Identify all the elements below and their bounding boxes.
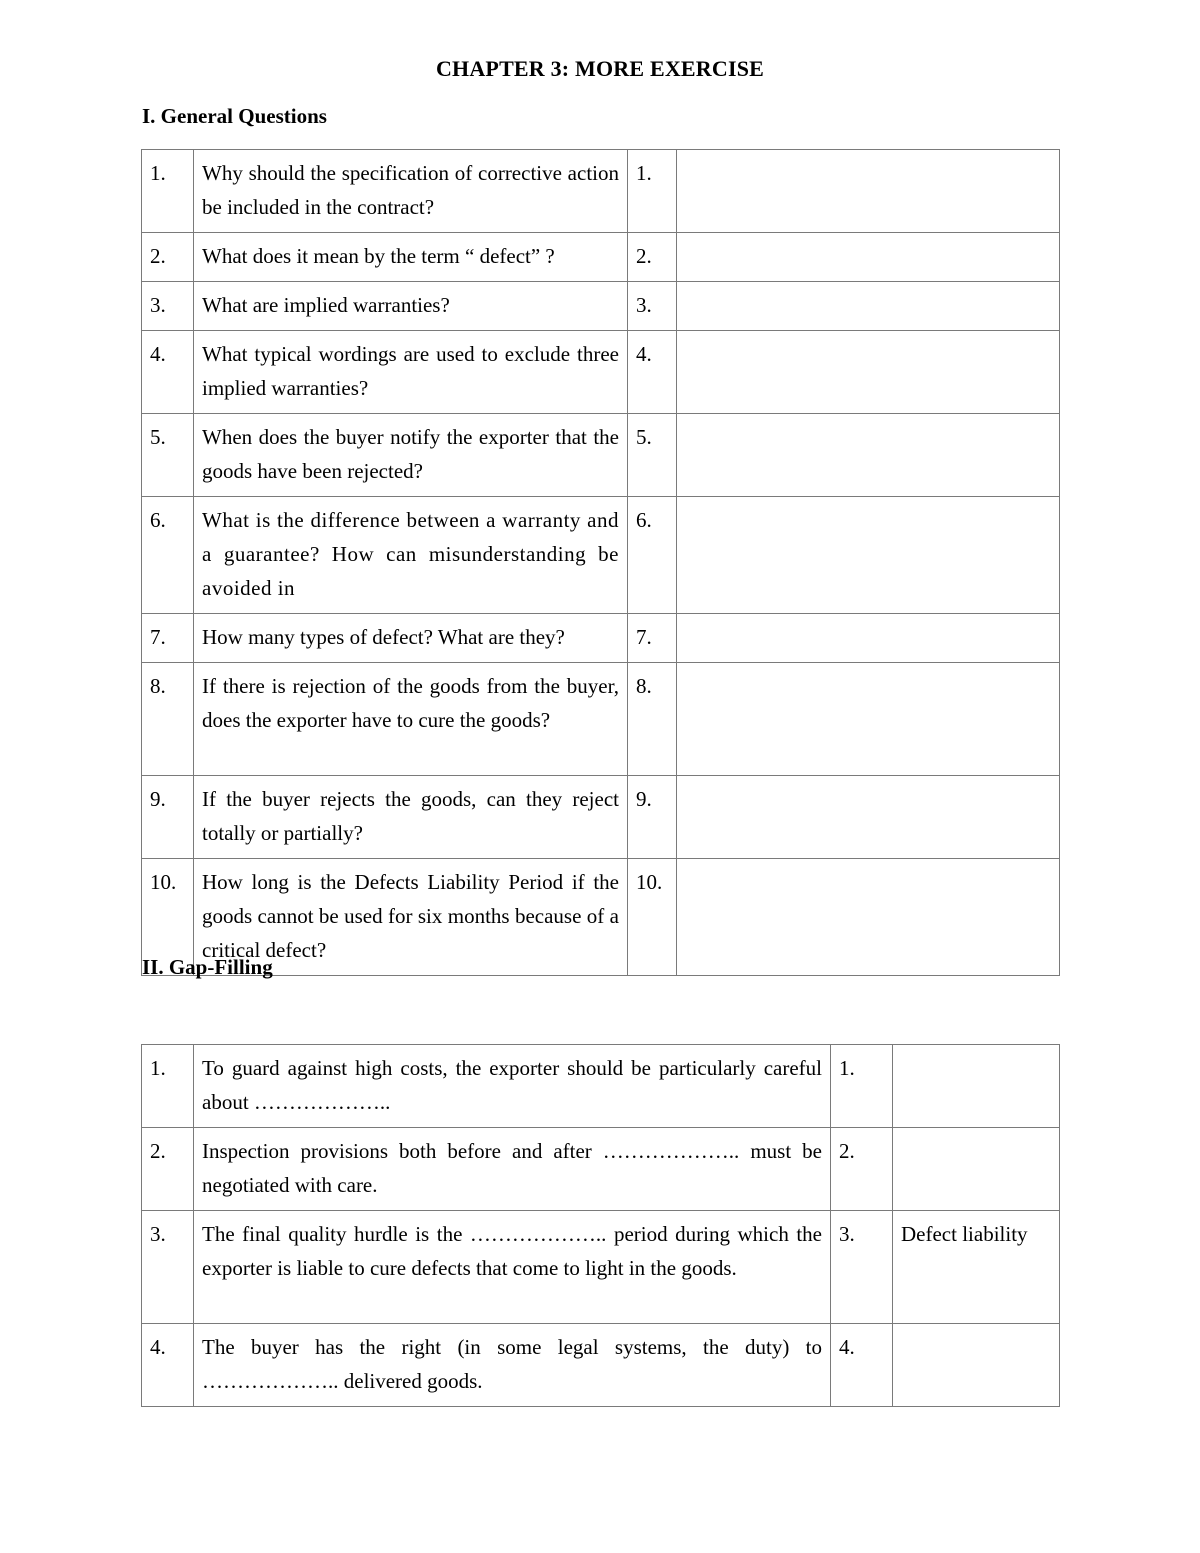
answer-number: 10. [628, 859, 677, 976]
question-text: Why should the specification of corrective action be included in the contract? [194, 150, 628, 233]
table-row [142, 233, 1060, 282]
answer-number: 6. [628, 497, 677, 614]
question-text: What does it mean by the term “ defect” ? [194, 233, 628, 282]
question-text: How many types of defect? What are they? [194, 614, 628, 663]
answer-cell[interactable] [677, 150, 1060, 233]
sentence-text: The buyer has the right (in some legal systems, the duty) to ……………….. delivered goods. [194, 1324, 831, 1407]
answer-number: 3. [831, 1211, 893, 1324]
answer-cell[interactable] [677, 282, 1060, 331]
answer-cell[interactable] [677, 331, 1060, 414]
question-number: 2. [142, 233, 194, 282]
answer-number: 2. [628, 233, 677, 282]
answer-number: 9. [628, 776, 677, 859]
question-text: What typical wordings are used to exclude three implied warranties? [194, 331, 628, 414]
sentence-number: 4. [142, 1324, 194, 1407]
question-number: 4. [142, 331, 194, 414]
answer-cell[interactable] [677, 776, 1060, 859]
answer-cell[interactable] [893, 1324, 1060, 1407]
answer-number: 3. [628, 282, 677, 331]
answer-cell[interactable] [677, 414, 1060, 497]
answer-number: 1. [831, 1045, 893, 1128]
answer-cell[interactable] [893, 1128, 1060, 1211]
table-row [142, 614, 1060, 663]
table-row [142, 1128, 1060, 1211]
question-number: 7. [142, 614, 194, 663]
answer-number: 8. [628, 663, 677, 776]
answer-number: 4. [831, 1324, 893, 1407]
question-number: 10. [142, 859, 194, 976]
question-number: 9. [142, 776, 194, 859]
question-number: 6. [142, 497, 194, 614]
answer-cell[interactable] [677, 859, 1060, 976]
question-text: If the buyer rejects the goods, can they reject totally or partially? [194, 776, 628, 859]
sentence-text: To guard against high costs, the exporter should be particularly careful about ……………….. [194, 1045, 831, 1128]
sentence-number: 2. [142, 1128, 194, 1211]
question-text: What are implied warranties? [194, 282, 628, 331]
table-row [142, 150, 1060, 233]
table-row [142, 1324, 1060, 1407]
question-text: If there is rejection of the goods from the buyer, does the exporter have to cure the goods? [194, 663, 628, 776]
answer-number: 5. [628, 414, 677, 497]
answer-number: 2. [831, 1128, 893, 1211]
table-row [142, 776, 1060, 859]
sentence-text: Inspection provisions both before and after ……………….. must be negotiated with care. [194, 1128, 831, 1211]
answer-number: 7. [628, 614, 677, 663]
table-row [142, 331, 1060, 414]
question-number: 3. [142, 282, 194, 331]
question-text: How long is the Defects Liability Period if the goods cannot be used for six months because of a critical defect? [194, 859, 628, 976]
question-number: 8. [142, 663, 194, 776]
table-row [142, 1045, 1060, 1128]
sentence-number: 1. [142, 1045, 194, 1128]
sentence-number: 3. [142, 1211, 194, 1324]
table-row [142, 414, 1060, 497]
section-heading-gap-filling: II. Gap-Filling [142, 955, 273, 979]
question-text: When does the buyer notify the exporter that the goods have been rejected? [194, 414, 628, 497]
answer-cell[interactable] [893, 1045, 1060, 1128]
chapter-title: CHAPTER 3: MORE EXERCISE [435, 56, 765, 81]
section-heading-general-questions: I. General Questions [142, 104, 327, 128]
question-number: 5. [142, 414, 194, 497]
answer-cell[interactable] [677, 663, 1060, 776]
answer-number: 1. [628, 150, 677, 233]
answer-cell[interactable] [677, 233, 1060, 282]
answer-cell[interactable] [677, 497, 1060, 614]
table-row [142, 282, 1060, 331]
answer-number: 4. [628, 331, 677, 414]
question-number: 1. [142, 150, 194, 233]
answer-cell[interactable] [677, 614, 1060, 663]
table-row [142, 859, 1060, 976]
general-questions-table [141, 149, 1060, 976]
answer-cell[interactable]: Defect liability [893, 1211, 1060, 1324]
question-text: What is the difference between a warranty and a guarantee? How can misunderstanding be avoided in [194, 497, 628, 614]
table-row [142, 663, 1060, 776]
gap-filling-table [141, 1044, 1060, 1407]
table-row [142, 497, 1060, 614]
table-row [142, 1211, 1060, 1324]
sentence-text: The final quality hurdle is the ……………….. period during which the exporter is liable to cure defects that come to light in the goods. [194, 1211, 831, 1324]
